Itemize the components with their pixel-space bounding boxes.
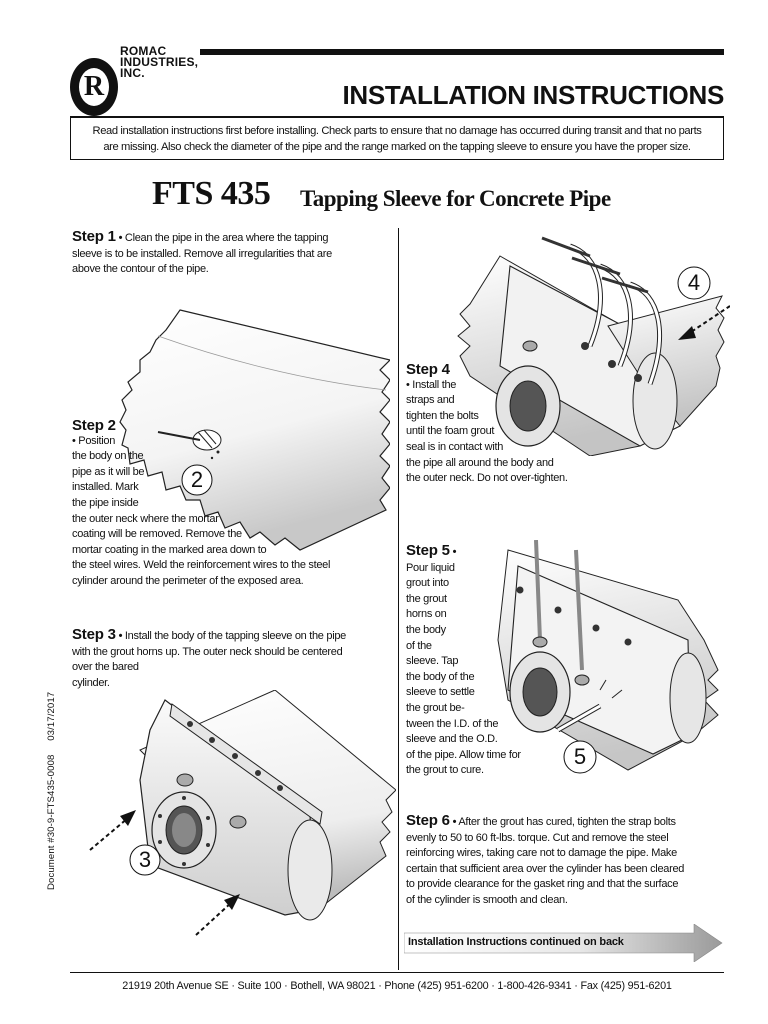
step-3-line: cylinder. <box>72 676 110 689</box>
step-5-line: the grout <box>406 592 447 605</box>
step-6-line: After the grout has cured, tighten the strap bolts <box>458 816 676 828</box>
figure-5-label: 5 <box>573 744 587 769</box>
step-4-line: seal is in contact with <box>406 440 504 453</box>
step-1-line: above the contour of the pipe. <box>72 263 209 276</box>
step-5-line: the body of the <box>406 670 475 683</box>
step-3-label: Step 3 <box>72 626 116 643</box>
step-2-line: the steel wires. Weld the reinforcement wires to the steel <box>72 559 331 572</box>
step-5-line: the grout to cure. <box>406 764 484 777</box>
step-3 <box>72 627 392 691</box>
step-4-line: straps and <box>406 394 455 407</box>
step-6-line: to provide clearance for the gasket ring and that the surface <box>406 878 679 891</box>
step-5-line: the body <box>406 623 446 636</box>
step-5-line: sleeve. Tap <box>406 655 459 668</box>
company-name <box>120 46 198 79</box>
product-subtitle: Tapping Sleeve for Concrete Pipe <box>300 186 611 211</box>
step-1-bullet: • <box>118 232 123 244</box>
company-line-2: INDUSTRIES, <box>120 55 199 69</box>
step-3-line: Install the body of the tapping sleeve on the pipe <box>124 630 346 642</box>
step-6 <box>406 813 726 909</box>
step-4-line: • Install the <box>406 378 457 391</box>
step-4-label: Step 4 <box>406 361 450 378</box>
step-4-line: tighten the bolts <box>406 409 479 422</box>
step-5 <box>406 543 556 779</box>
step-2-line: the pipe inside <box>72 496 139 509</box>
step-5-line: sleeve and the O.D. <box>406 733 498 746</box>
document-id: Document #30-9-FTS435-0008 03/17/2017 <box>46 691 57 890</box>
step-1-line: Clean the pipe in the area where the tapping <box>124 232 329 244</box>
step-2-line: coating will be removed. Remove the <box>72 528 242 541</box>
company-line-3: INC. <box>120 66 145 80</box>
step-5-line: tween the I.D. of the <box>406 717 499 730</box>
notice-line-2: are missing. Also check the diameter of the pipe and the range marked on the tapping sleeve to ensure you have the proper size. <box>103 141 691 153</box>
figure-2-label: 2 <box>190 467 204 492</box>
step-1-line: sleeve is to be installed. Remove all irregularities that are <box>72 247 332 260</box>
step-2-line: mortar coating in the marked area down to <box>72 543 267 556</box>
step-2-line: installed. Mark <box>72 481 139 494</box>
figure-3-label: 3 <box>138 847 152 872</box>
step-4-line: the outer neck. Do not over-tighten. <box>406 472 568 485</box>
company-logo <box>70 58 118 116</box>
step-5-label: Step 5 <box>406 542 450 559</box>
step-3-illustration <box>80 690 396 940</box>
step-2-line: • Position <box>72 434 116 447</box>
company-line-1: ROMAC <box>120 44 167 58</box>
step-2-line: cylinder around the perimeter of the exposed area. <box>72 574 304 587</box>
step-5-line: the grout be- <box>406 701 465 714</box>
page-title: INSTALLATION INSTRUCTIONS <box>342 80 724 110</box>
step-1-label: Step 1 <box>72 228 116 245</box>
step-6-line: of the cylinder is smooth and clean. <box>406 893 568 906</box>
step-6-bullet: • <box>452 816 457 828</box>
step-4-line: the pipe all around the body and <box>406 456 554 469</box>
step-6-label: Step 6 <box>406 812 450 829</box>
step-5-bullet: • <box>452 546 457 558</box>
logo-letter: R <box>79 68 109 106</box>
step-6-line: reinforcing wires, taking care not to damage the pipe. Make <box>406 847 677 860</box>
step-4-line: until the foam grout <box>406 425 495 438</box>
step-5-line: horns on <box>406 608 447 621</box>
step-2-line: the body on the <box>72 450 144 463</box>
step-1 <box>72 229 392 278</box>
step-6-line: evenly to 50 to 60 ft-lbs. torque. Cut and remove the steel <box>406 831 669 844</box>
step-3-bullet: • <box>118 630 123 642</box>
step-4 <box>406 362 706 487</box>
notice-box <box>70 117 724 160</box>
step-2-line: the outer neck where the mortar <box>72 512 219 525</box>
notice-line-1: Read installation instructions first before installing. Check parts to ensure that no damage has occurred during transit and that no parts <box>92 125 702 137</box>
step-6-line: certain that sufficient area over the cylinder has been cleared <box>406 862 685 875</box>
column-divider <box>398 228 399 970</box>
step-3-line: over the bared <box>72 661 139 674</box>
product-model: FTS 435 <box>152 175 271 212</box>
step-2-label: Step 2 <box>72 417 116 434</box>
top-rule <box>200 49 724 55</box>
step-2 <box>72 418 392 590</box>
step-5-line: Pour liquid <box>406 561 455 574</box>
step-5-line: sleeve to settle <box>406 686 475 699</box>
continue-text: Installation Instructions continued on back <box>408 936 624 948</box>
step-3-line: with the grout horns up. The outer neck should be centered <box>72 645 343 658</box>
footer-rule <box>70 972 724 973</box>
step-5-line: grout into <box>406 577 449 590</box>
step-5-line: of the <box>406 639 432 652</box>
footer-address: 21919 20th Avenue SE · Suite 100 · Bothell, WA 98021 · Phone (425) 951-6200 · 1-800-426-9341 · Fax (425) 951-6201 <box>122 980 672 992</box>
figure-4-label: 4 <box>687 270 701 295</box>
step-5-line: of the pipe. Allow time for <box>406 748 521 761</box>
step-2-line: pipe as it will be <box>72 465 145 478</box>
